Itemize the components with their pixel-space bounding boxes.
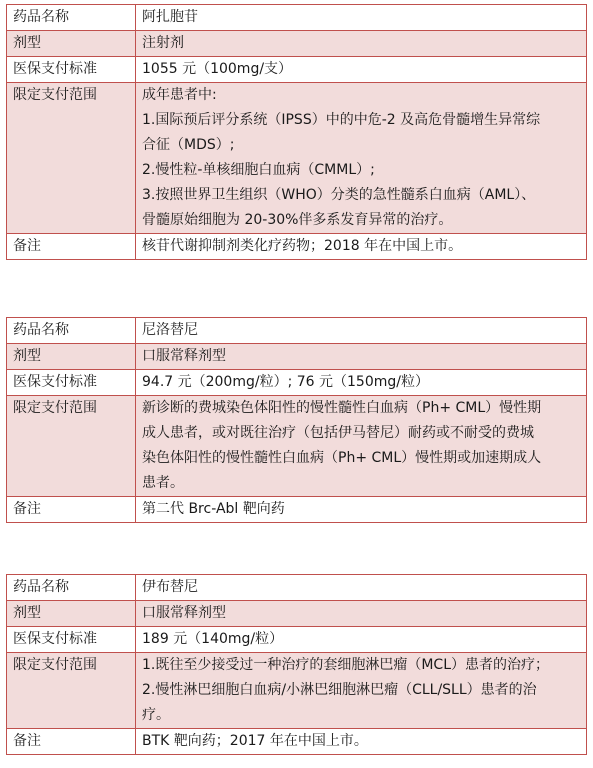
value-line: 1.既往至少接受过一种治疗的套细胞淋巴瘤（MCL）患者的治疗； [142, 657, 550, 673]
value-line: 第二代 Brc-Abl 靶向药 [142, 501, 285, 517]
row-label: 药品名称 [7, 5, 136, 31]
row-label: 医保支付标准 [7, 370, 136, 396]
value-line: 成人患者，或对既往治疗（包括伊马替尼）耐药或不耐受的费城 [142, 425, 534, 441]
row-value [136, 5, 587, 31]
table-row [7, 653, 587, 729]
value-line: 骨髓原始细胞为 20-30%伴多系发育异常的治疗。 [142, 212, 453, 228]
row-value [136, 318, 587, 344]
row-value [136, 601, 587, 627]
table-row [7, 370, 587, 396]
table-row [7, 83, 587, 234]
table-row [7, 31, 587, 57]
value-line: 成年患者中: [142, 87, 217, 103]
table-row [7, 627, 587, 653]
row-label: 剂型 [7, 601, 136, 627]
table-row [7, 344, 587, 370]
value-line: 1.国际预后评分系统（IPSS）中的中危-2 及高危骨髓增生异常综 [142, 112, 541, 128]
value-line: 口服常释剂型 [142, 348, 226, 364]
row-label: 药品名称 [7, 575, 136, 601]
row-value [136, 653, 587, 729]
value-line: 口服常释剂型 [142, 605, 226, 621]
row-label: 限定支付范围 [7, 396, 136, 497]
value-line: 阿扎胞苷 [142, 9, 198, 25]
row-label: 剂型 [7, 31, 136, 57]
value-line: 189 元（140mg/粒） [142, 631, 284, 647]
table-row [7, 729, 587, 755]
table-row [7, 234, 587, 260]
value-line: 疗。 [142, 707, 170, 723]
row-label: 备注 [7, 497, 136, 523]
value-line: 核苷代谢抑制剂类化疗药物；2018 年在中国上市。 [142, 238, 463, 254]
table-row [7, 5, 587, 31]
drug-table-azacitidine [6, 4, 587, 260]
value-line: 患者。 [142, 475, 184, 491]
row-value [136, 729, 587, 755]
value-line: 94.7 元（200mg/粒）; 76 元（150mg/粒） [142, 374, 429, 390]
row-label: 限定支付范围 [7, 83, 136, 234]
value-line: 合征（MDS）; [142, 137, 235, 153]
value-line: 2.慢性粒-单核细胞白血病（CMML）; [142, 162, 375, 178]
row-value [136, 497, 587, 523]
value-line: 伊布替尼 [142, 579, 198, 595]
row-label: 医保支付标准 [7, 627, 136, 653]
table-row [7, 57, 587, 83]
row-label: 药品名称 [7, 318, 136, 344]
value-line: 1055 元（100mg/支） [142, 61, 293, 77]
row-value [136, 575, 587, 601]
row-label: 剂型 [7, 344, 136, 370]
row-value [136, 344, 587, 370]
table-row [7, 601, 587, 627]
table-row [7, 575, 587, 601]
row-label: 限定支付范围 [7, 653, 136, 729]
value-line: 尼洛替尼 [142, 322, 198, 338]
value-line: 染色体阳性的慢性髓性白血病（Ph+ CML）慢性期或加速期成人 [142, 450, 542, 466]
value-line: 2.慢性淋巴细胞白血病/小淋巴细胞淋巴瘤（CLL/SLL）患者的治 [142, 682, 537, 698]
value-line: 3.按照世界卫生组织（WHO）分类的急性髓系白血病（AML）、 [142, 187, 536, 203]
row-value [136, 31, 587, 57]
row-value [136, 627, 587, 653]
row-label: 医保支付标准 [7, 57, 136, 83]
row-value [136, 396, 587, 497]
drug-table-ibrutinib [6, 574, 587, 755]
row-value [136, 83, 587, 234]
table-row [7, 396, 587, 497]
drug-table-nilotinib [6, 317, 587, 523]
table-row [7, 318, 587, 344]
value-line: 注射剂 [142, 35, 184, 51]
row-value [136, 370, 587, 396]
value-line: 新诊断的费城染色体阳性的慢性髓性白血病（Ph+ CML）慢性期 [142, 400, 542, 416]
row-value [136, 234, 587, 260]
row-label: 备注 [7, 729, 136, 755]
value-line: BTK 靶向药；2017 年在中国上市。 [142, 733, 368, 749]
table-row [7, 497, 587, 523]
row-value [136, 57, 587, 83]
row-label: 备注 [7, 234, 136, 260]
